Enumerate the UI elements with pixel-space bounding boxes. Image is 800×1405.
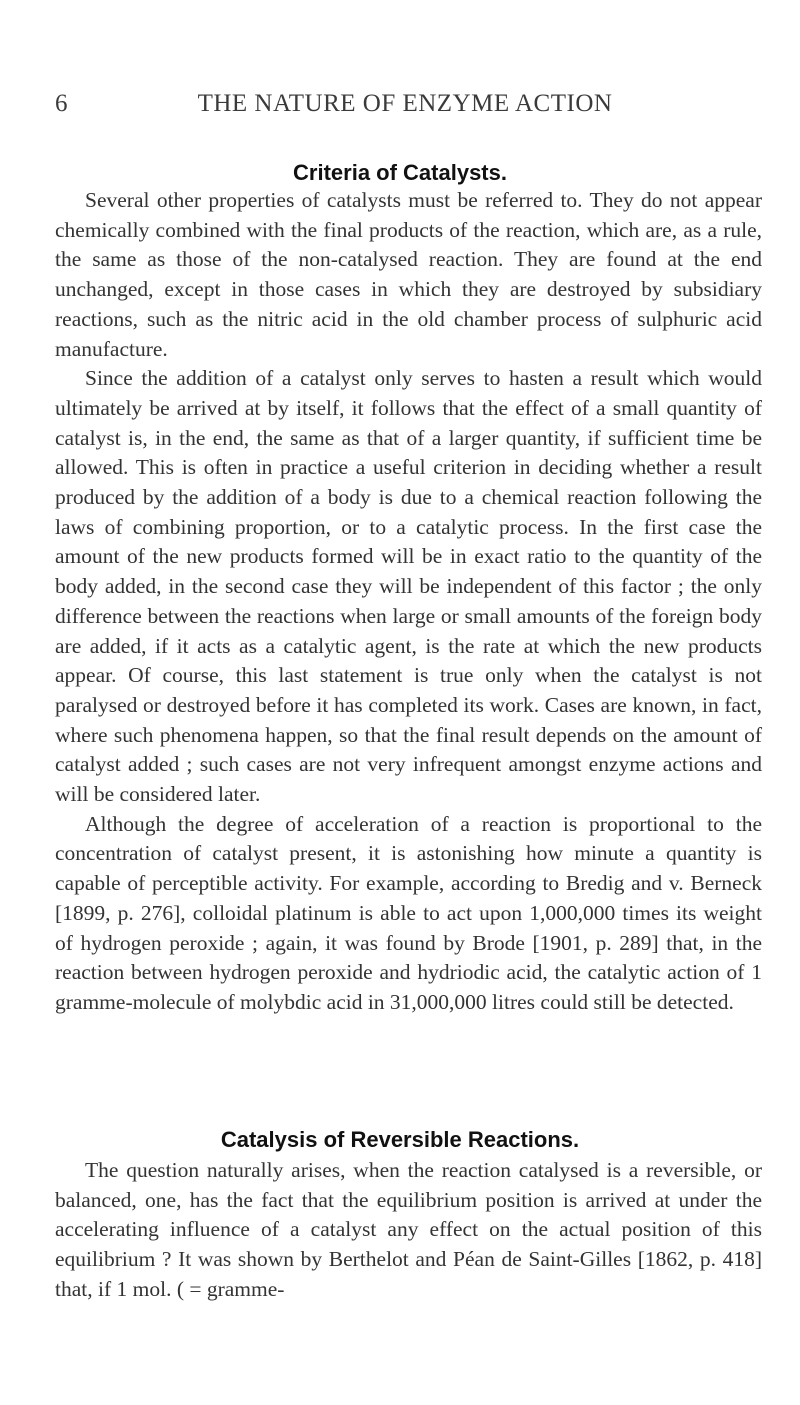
section-heading-reversible: Catalysis of Reversible Reactions. bbox=[220, 1127, 580, 1152]
section-heading-criteria: Criteria of Catalysts. bbox=[293, 160, 507, 185]
running-head: THE NATURE OF ENZYME ACTION bbox=[197, 90, 613, 117]
page-header bbox=[55, 90, 755, 124]
paragraph: Although the degree of acceleration of a reaction is proportional to the concentration of catalyst present, it is astonishing how minute a quantity is capable of perceptible activity. For example, according to Bredig and v. Berneck [1899, p. 276], colloidal platinum is able to act upon 1,000,000 times its weight of hydrogen peroxide ; again, it was found by Brode [1901, p. 289] that, in the reaction between hydrogen peroxide and hydriodic acid, the catalytic action of 1 gramme-molecule of molybdic acid in 31,000,000 litres could still be detected. bbox=[55, 811, 762, 1014]
paragraph: Several other properties of catalysts must be referred to. They do not appear chemically combined with the final products of the reaction, which are, as a rule, the same as those of the non-catalysed reaction. They are found at the end unchanged, except in those cases in which they are destroyed by subsidiary reactions, such as the nitric acid in the old chamber process of sulphuric acid manufacture. bbox=[55, 188, 762, 361]
paragraph: Since the addition of a catalyst only serves to hasten a result which would ultimately be arrived at by itself, it follows that the effect of a small quantity of catalyst is, in the end, the same as that of a larger quantity, if sufficient time be allowed. This is often in practice a useful criterion in deciding whether a result produced by the addition of a body is due to a chemical reaction following the laws of combining proportion, or to a catalytic process. In the first case the amount of the new products formed will be in exact ratio to the quantity of the body added, in the second case they will be independent of this factor ; the only difference between the reactions when large or small amounts of the foreign body are added, if it acts as a catalytic agent, is the rate at which the new products appear. Of course, this last statement is true only when the catalyst is not paralysed or destroyed before it has completed its work. Cases are known, in fact, where such phenomena happen, so that the final result depends on the amount of catalyst added ; such cases are not very infrequent amongst enzyme actions and will be considered later. bbox=[55, 366, 762, 807]
paragraph: The question naturally arises, when the reaction catalysed is a reversible, or balanced, one, has the fact that the equilibrium position is arrived at under the accelerating influence of a catalyst any effect on the actual position of this equilibrium ? It was shown by Berthelot and Péan de Saint-Gilles [1862, p. 418] that, if 1 mol. ( = gramme- bbox=[55, 1158, 762, 1301]
section-body-criteria bbox=[55, 186, 762, 1018]
page-number: 6 bbox=[55, 90, 68, 117]
section-body-reversible bbox=[55, 1156, 762, 1305]
